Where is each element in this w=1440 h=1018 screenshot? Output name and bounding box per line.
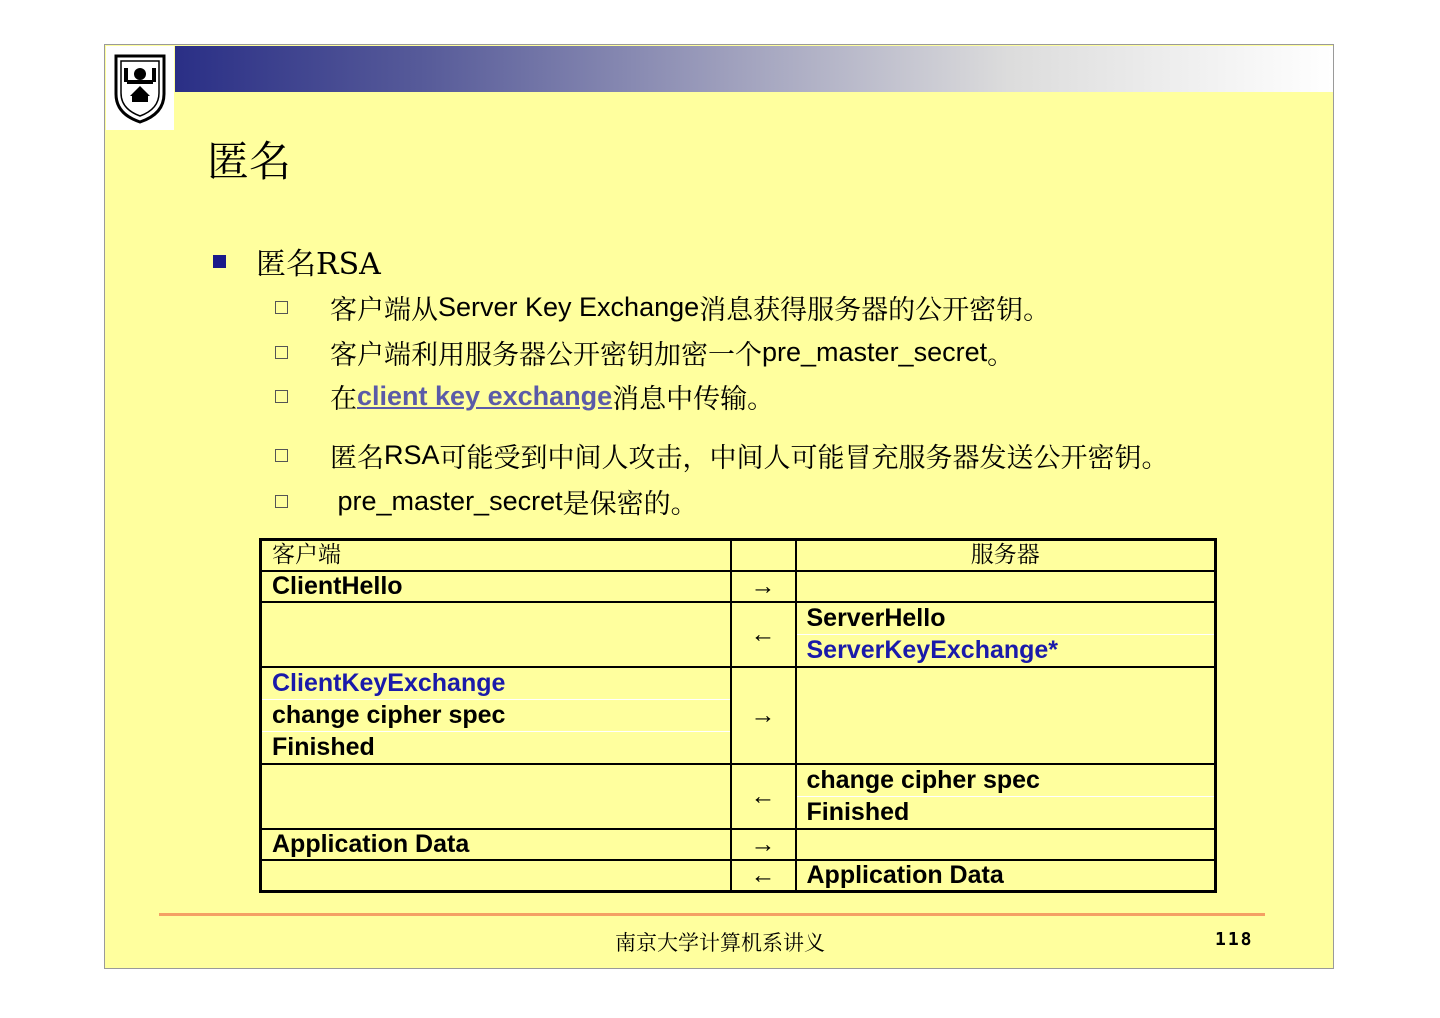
server-key-exchange-msg: ServerKeyExchange* xyxy=(797,634,1215,666)
client-key-exchange-msg: ClientKeyExchange xyxy=(272,669,506,697)
filled-square-bullet-icon xyxy=(213,255,226,268)
table-cell xyxy=(796,667,1216,764)
server-messages-cell xyxy=(796,602,1216,667)
table-row xyxy=(261,860,1216,892)
client-header: 客户端 xyxy=(261,540,731,572)
table-cell xyxy=(261,764,731,829)
table-cell xyxy=(731,540,796,572)
server-app-data-cell: Application Data xyxy=(796,860,1216,892)
university-seal-icon xyxy=(112,52,168,124)
sub-bullet-2-post: 。 xyxy=(987,340,1015,371)
client-app-data-cell: Application Data xyxy=(261,829,731,860)
arrow-left-icon: ← xyxy=(731,860,796,892)
sub-bullet-1-pre: 客户端从 xyxy=(330,295,438,326)
sub-bullet-5 xyxy=(275,482,698,521)
footer-text: 南京大学计算机系讲义 xyxy=(615,931,825,955)
open-square-bullet-icon xyxy=(275,346,288,359)
main-bullet-text: 匿名RSA xyxy=(256,247,381,282)
main-bullet xyxy=(213,239,381,283)
sub-bullet-2-mid: pre_master_secret xyxy=(762,337,988,367)
sub-bullet-1 xyxy=(275,288,1050,327)
sub-bullet-4-post: 可能受到中间人攻击，中间人可能冒充服务器发送公开密钥。 xyxy=(439,443,1169,474)
client-change-cipher-spec-msg: change cipher spec xyxy=(262,699,730,731)
table-row xyxy=(261,667,1216,764)
slide-title: 匿名 xyxy=(207,137,292,186)
sub-bullet-3 xyxy=(275,377,774,416)
arrow-right-icon: → xyxy=(731,667,796,764)
server-finished-msg: Finished xyxy=(797,796,1215,828)
table-cell xyxy=(796,571,1216,602)
header-banner xyxy=(175,46,1333,92)
table-row xyxy=(261,540,1216,572)
sub-bullet-5-post: 是保密的。 xyxy=(562,489,698,520)
arrow-right-icon: → xyxy=(731,571,796,602)
arrow-right-icon: → xyxy=(731,829,796,860)
table-row xyxy=(261,764,1216,829)
page-number: 118 xyxy=(1215,929,1254,950)
sub-bullet-2-pre: 客户端利用服务器公开密钥加密一个 xyxy=(330,340,762,371)
table-cell xyxy=(796,829,1216,860)
open-square-bullet-icon xyxy=(275,390,288,403)
table-row xyxy=(261,829,1216,860)
sub-bullet-3-post: 消息中传输。 xyxy=(612,384,775,415)
open-square-bullet-icon xyxy=(275,495,288,508)
sub-bullet-4-mid: RSA xyxy=(384,440,440,470)
server-header: 服务器 xyxy=(796,540,1216,572)
sub-bullet-4-pre: 匿名 xyxy=(330,443,384,474)
client-finished-msg: Finished xyxy=(262,731,730,763)
arrow-left-icon: ← xyxy=(731,764,796,829)
server-change-cipher-spec-msg: change cipher spec xyxy=(806,766,1040,794)
arrow-left-icon: ← xyxy=(731,602,796,667)
sub-bullet-1-post: 消息获得服务器的公开密钥。 xyxy=(699,295,1051,326)
sub-bullet-5-pre: pre_master_secret xyxy=(330,486,563,516)
open-square-bullet-icon xyxy=(275,449,288,462)
sub-bullet-3-pre: 在 xyxy=(330,384,357,415)
logo-box xyxy=(106,46,174,130)
server-hello-msg: ServerHello xyxy=(806,604,946,632)
table-row xyxy=(261,602,1216,667)
slide xyxy=(104,44,1334,969)
handshake-table xyxy=(259,538,1217,893)
client-key-exchange-link[interactable]: client key exchange xyxy=(357,381,613,411)
table-cell xyxy=(261,602,731,667)
footer-divider xyxy=(159,913,1265,916)
table-cell xyxy=(261,860,731,892)
table-row xyxy=(261,571,1216,602)
server-finish-cell xyxy=(796,764,1216,829)
open-square-bullet-icon xyxy=(275,301,288,314)
sub-bullet-1-mid: Server Key Exchange xyxy=(438,292,700,322)
client-hello-cell: ClientHello xyxy=(261,571,731,602)
sub-bullet-4 xyxy=(275,436,1169,475)
client-messages-cell xyxy=(261,667,731,764)
sub-bullet-2 xyxy=(275,333,1014,372)
